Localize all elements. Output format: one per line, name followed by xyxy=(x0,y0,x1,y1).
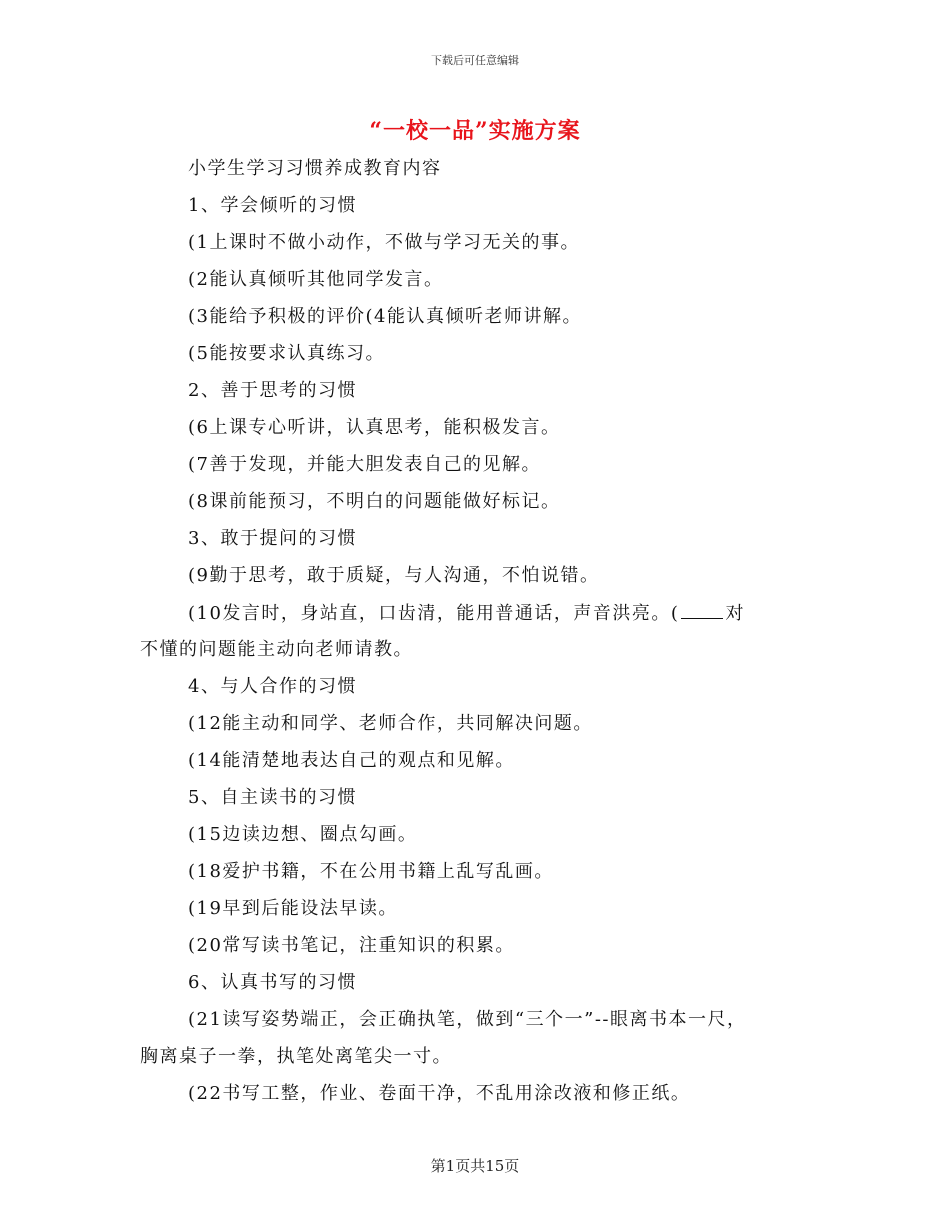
list-item-continuation: 不懂的问题能主动向老师请教。 xyxy=(140,639,413,660)
page-footer: 第1页共15页 xyxy=(430,1157,520,1175)
list-item: (1上课时不做小动作，不做与学习无关的事。 xyxy=(188,232,580,253)
header-note: 下载后可任意编辑 xyxy=(431,54,519,67)
list-item xyxy=(188,602,745,625)
section-heading-5: 5、自主读书的习惯 xyxy=(188,787,357,808)
list-item: (9勤于思考，敢于质疑，与人沟通，不怕说错。 xyxy=(188,565,600,586)
list-item: (18爱护书籍，不在公用书籍上乱写乱画。 xyxy=(188,861,554,882)
list-item: (20常写读书笔记，注重知识的积累。 xyxy=(188,935,515,956)
list-item: (21读写姿势端正，会正确执笔，做到“三个一”--眼离书本一尺， xyxy=(188,1009,747,1030)
list-item: (22书写工整，作业、卷面干净，不乱用涂改液和修正纸。 xyxy=(188,1083,691,1104)
list-item: (14能清楚地表达自己的观点和见解。 xyxy=(188,750,515,771)
fill-in-blank xyxy=(681,602,723,619)
list-item: (7善于发现，并能大胆发表自己的见解。 xyxy=(188,454,541,475)
list-item-continuation: 胸离桌子一拳，执笔处离笔尖一寸。 xyxy=(140,1046,452,1067)
section-heading-3: 3、敢于提问的习惯 xyxy=(188,528,357,549)
list-item: (12能主动和同学、老师合作，共同解决问题。 xyxy=(188,713,593,734)
list-item: (3能给予积极的评价(4能认真倾听老师讲解。 xyxy=(188,306,582,327)
section-heading-1: 1、学会倾听的习惯 xyxy=(188,195,357,216)
list-item: (19早到后能设法早读。 xyxy=(188,898,398,919)
document-title: “一校一品”实施方案 xyxy=(369,118,581,144)
list-item: (6上课专心听讲，认真思考，能积极发言。 xyxy=(188,417,561,438)
section-heading-6: 6、认真书写的习惯 xyxy=(188,972,357,993)
list-item: (5能按要求认真练习。 xyxy=(188,343,385,364)
list-item: (2能认真倾听其他同学发言。 xyxy=(188,269,444,290)
section-heading-4: 4、与人合作的习惯 xyxy=(188,676,357,697)
section-heading-2: 2、善于思考的习惯 xyxy=(188,380,357,401)
list-item-text-end: 对 xyxy=(725,603,745,624)
list-item: (15边读边想、圈点勾画。 xyxy=(188,824,418,845)
intro-line: 小学生学习习惯养成教育内容 xyxy=(188,158,442,179)
list-item-text: (10发言时，身站直，口齿清，能用普通话，声音洪亮。( xyxy=(188,603,680,624)
list-item: (8课前能预习，不明白的问题能做好标记。 xyxy=(188,491,561,512)
